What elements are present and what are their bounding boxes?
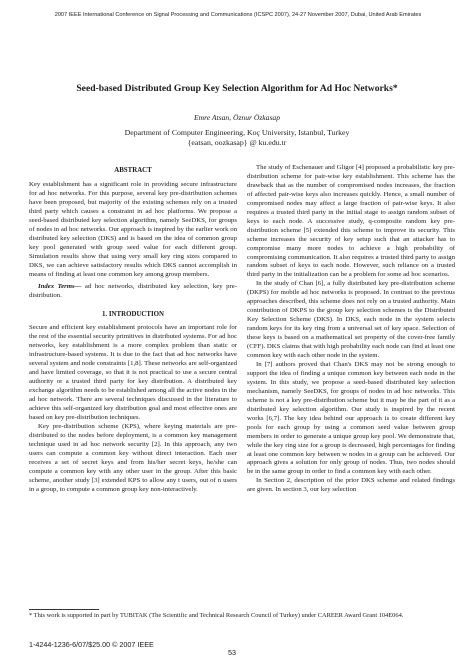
body-paragraph-3: In [7] authors proved that Chan's DKS may not be strong enough to support the idea of finding a unique common key between each node in the system. In this study, we propose a seed-based distributed key selection mechanism, namely SeeDKS, for groups of nodes in ad hoc networks. This scheme is not a key pre-distribution scheme but it may be the part of it as a distributed key selection algorithm. Our study is inspired by the recent works [6,7]. The key idea behind our approach is to create different key pools for each group by using a common seed value between group members in order to generate a unique group key pool. We demonstrate that, while the key ring size for a group is decreased, high percentages for finding at least one common key between w nodes in a group can be achieved. Our approach gives a solution for only group of nodes. Thus, two nodes should be in the same group in order to find a common key with each other.: [247, 360, 455, 476]
intro-paragraph-1: Secure and efficient key establishment protocols have an important role for the rest of the essential security primitives in distributed systems. For ad hoc networks, key establishment is a more complex problem than static or infrastructure-based systems. It is due to the fact that ad hoc networks have several system and node constraints [1,8]. These networks are self-organized and have limited coverage, so that it is not practical to use a secure central authority or a trusted third party for key distribution. A distributed key exchange algorithm needs to be established among all the active nodes in the ad hoc network. There are several techniques discussed in the literature to achieve this self-organized key distribution goal and most effective ones are based on key pre-distribution techniques.: [29, 324, 237, 421]
index-terms-label: Index Terms—: [38, 283, 82, 291]
intro-heading: 1. INTRODUCTION: [101, 311, 165, 319]
left-column: [29, 166, 237, 495]
email: {eatsan, oozkasap} @ ku.edu.tr: [187, 138, 287, 147]
abstract-text: Key establishment has a significant role in providing secure infrastructure for ad hoc networks. For this purpose, several key pre-distribution schemes have been proposed, but majority of the existing schemes rely on a trusted third party which causes a constraint in ad hoc platforms. We propose a seed-based distributed key selection algorithm, namely SeeDKS, for groups of nodes in ad hoc networks. Our approach is inspired by the earlier work on distributed key selection (DKS) and is based on the idea of common group key pool generated with group seed value for each different group. Simulation results show that using very small key ring sizes compared to DKS, we can achieve satisfactory results which DKS cannot accomplish in means of finding at least one common key among group members.: [29, 181, 237, 278]
body-paragraph-2: In the study of Chan [6], a fully distributed key pre-distribution scheme (DKPS) for mobile ad hoc networks is proposed. In contrast to the previous approaches described, this scheme does not rely on a trusted authority. Main contribution of DKPS to the group key selection schemes is the Distributed Key Selection Scheme (DKS). In DKS, each node in the system selects random keys for its key ring from a universal set of key space. Selection of these keys is based on a mathematical set property of the cover-free family (CFF). DKS claims that with high probability each node can find at least one common key with each other node in the system.: [247, 280, 455, 360]
conference-header: 2007 IEEE International Conference on Signal Processing and Communications (ICSPC 2007), 24-27 November 2007, Dubai, United Arab Emirates: [54, 12, 422, 18]
right-column: [247, 164, 455, 495]
affiliation: Department of Computer Engineering, Koç University, Istanbul, Turkey: [124, 128, 350, 137]
affiliation-block: [20, 128, 454, 148]
paper-authors: Emre Atsan, Öznur Özkasap: [193, 113, 281, 122]
abstract-heading: ABSTRACT: [114, 167, 152, 174]
page-number: 53: [228, 648, 236, 657]
body-paragraph-4: In Section 2, description of the prior DKS scheme and related findings are given. In section 3, our key selection: [247, 477, 455, 494]
footnote: * This work is supported in part by TUBITAK (The Scientific and Technical Research Council of Turkey) under CAREER Award Grant 104E064.: [29, 612, 404, 619]
index-terms-text: ad hoc networks, distributed key selection, key pre-distribution.: [29, 283, 237, 300]
footnote-divider: [29, 609, 99, 610]
isbn-copyright: 1-4244-1236-6/07/$25.00 © 2007 IEEE: [29, 640, 154, 649]
paper-title: Seed-based Distributed Group Key Selection Algorithm for Ad Hoc Networks*: [76, 83, 398, 94]
intro-paragraph-2: Key pre-distribution scheme (KPS), where keying materials are pre-distributed to the nodes before deployment, is a common key management technique used in ad hoc network security [2]. In this approach, any two users can compute a common key without direct interaction. Each user receives a set of secret keys and from his/her secret keys, he/she can compute a common key with any other user in the group. After this basic scheme, another study [3] extended KPS to allow any t users, out of n users in a group, to compute a common group key non-interactively.: [29, 422, 237, 493]
body-paragraph-1: The study of Eschenauer and Gligor [4] proposed a probabilistic key pre-distribution scheme for pair-wise key establishment. This scheme has the drawback that as the number of compromised nodes increases, the fraction of affected pair-wise keys also increases quickly. Hence, a small number of compromised nodes may affect a large fraction of pair-wise keys. It also requires a trusted third party in the initial stage to assign random subset of keys to each node. A successive study, q-composite random key pre-distribution scheme [5] extended this scheme to improve its security. This scheme increases the security of key setup such that an attacker has to compromise many more nodes to achieve a high probability of compromising communication. It also requires a trusted third party to assign random subset of keys to each node. However, such reliance on a trusted third party in the initialization can be a problem for some ad hoc scenarios.: [247, 164, 455, 279]
index-terms: [29, 283, 237, 301]
